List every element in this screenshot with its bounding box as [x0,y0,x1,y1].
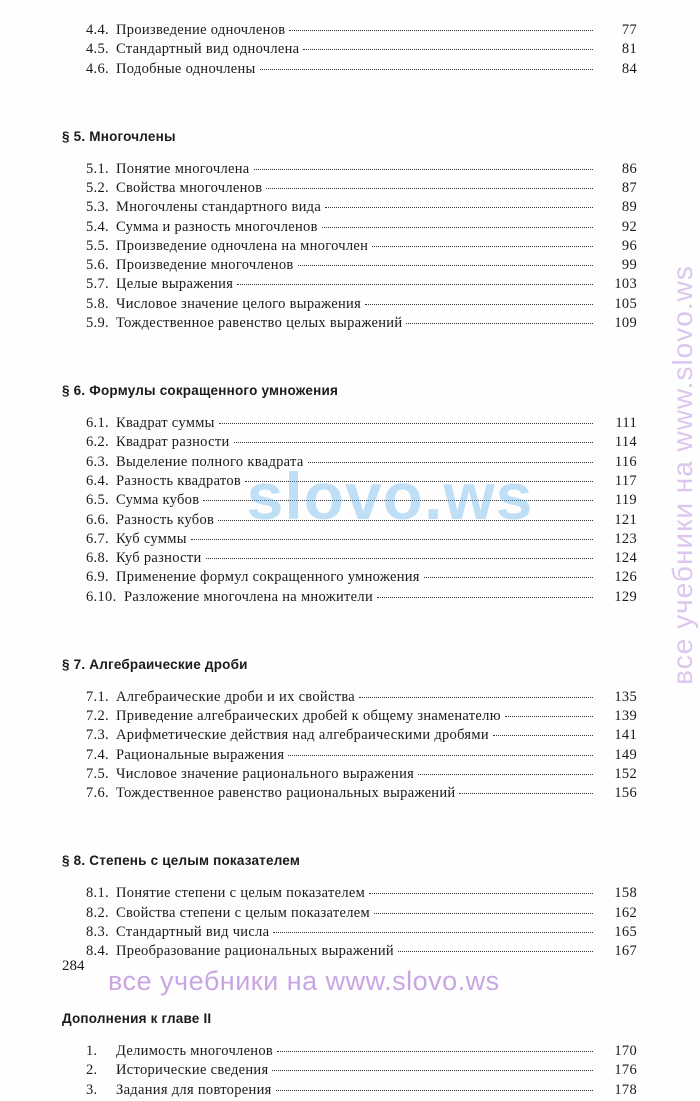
dot-leader [218,508,593,521]
toc-entry-title: Числовое значение рационального выражения [116,765,415,782]
dot-leader [493,723,593,736]
dot-leader [191,527,593,540]
toc-entry-number: 7.1. [86,688,109,705]
toc-entry-page: 178 [614,1081,637,1098]
toc-entry-number: 5.7. [86,276,109,293]
toc-entry-page: 165 [614,923,637,940]
toc-entry-number: 7.4. [86,746,109,763]
dot-leader [505,704,593,717]
toc-entry-page: 86 [621,160,637,177]
toc-entry-page: 162 [614,904,637,921]
toc-entry-page: 141 [614,727,637,744]
toc-entry-page: 124 [614,550,637,567]
toc-entry-title: Арифметические действия над алгебраическими дробями [116,727,489,744]
dot-leader [377,585,593,598]
toc-entry-title: Сумма и разность многочленов [116,218,318,235]
section-heading: § 6. Формулы сокращенного умножения [62,383,339,398]
dot-leader [203,488,593,501]
toc-entry-page: 109 [614,315,637,331]
toc-entry-page: 114 [614,434,637,451]
toc-entry [86,588,637,608]
toc-entry [86,1081,637,1101]
toc-entry-number: 5.3. [86,199,109,216]
page-number: 284 [62,958,85,974]
dot-leader [298,253,593,266]
toc-entry [86,784,637,804]
toc-entry-page: 89 [621,199,637,216]
toc-entry-page: 139 [614,708,637,724]
dot-leader [322,215,593,228]
toc-entry-title: Произведение многочленов [116,257,294,274]
toc-entry-number: 4.6. [86,60,109,77]
toc-entry-title: Квадрат суммы [116,415,215,431]
dot-leader [273,920,593,933]
dot-leader [266,176,593,189]
toc-entry-title: Произведение одночлена на многочлен [116,237,369,254]
toc-entry-title: Приведение алгебраических дробей к общему знаменателю [116,708,501,724]
toc-entry-page: 119 [614,492,637,509]
toc-entry-title: Многочлены стандартного вида [116,199,322,216]
toc-entry-page: 116 [614,453,637,470]
toc-entry-title: Свойства многочленов [116,179,263,196]
toc-entry-number: 2. [86,1062,98,1079]
toc-entry-number: 5.5. [86,237,109,254]
toc-entry-title: Стандартный вид одночлена [116,41,300,58]
toc-entry-page: 84 [621,60,637,77]
toc-entry [86,942,637,962]
toc-entry-number: 4.4. [86,22,109,38]
toc-entry-title: Свойства степени с целым показателем [116,904,370,921]
watermark-center: slovo.ws [246,459,534,533]
toc-entry-title: Тождественное равенство рациональных выражений [116,785,456,802]
toc-entry-page: 123 [614,530,637,547]
toc-entry-page: 167 [614,943,637,960]
toc-entry-number: 6.2. [86,434,109,451]
toc-entry-page: 126 [614,569,637,586]
toc-entry-number: 6.6. [86,511,109,528]
dot-leader [272,1058,593,1071]
toc-entry-page: 87 [621,179,637,196]
toc-entry-number: 3. [86,1081,98,1098]
toc-entry-number: 5.2. [86,179,109,196]
toc-entry-page: 135 [614,688,637,705]
dot-leader [237,272,593,285]
toc-entry-title: Рациональные выражения [116,746,285,763]
toc-entry-page: 103 [614,276,637,293]
dot-leader [219,411,593,424]
section-heading: Дополнения к главе II [62,1011,212,1027]
toc-entry-page: 149 [614,746,637,763]
toc-entry-number: 8.2. [86,904,109,921]
toc-entry-number: 5.1. [86,160,109,177]
toc-entry-number: 8.1. [86,885,109,902]
toc-entry-title: Числовое значение целого выражения [116,295,362,312]
toc-entry-number: 6.4. [86,472,109,489]
toc-entry-number: 6.5. [86,492,109,509]
toc-entry-number: 6.3. [86,453,109,470]
toc-entry-page: 111 [615,415,637,431]
toc-entry-title: Задания для повторения [116,1081,272,1098]
toc-entry-title: Понятие многочлена [116,160,250,177]
toc-entry-page: 129 [614,588,637,605]
toc-entry-page: 176 [614,1062,637,1079]
toc-entry-title: Разность квадратов [116,472,242,489]
toc-entry-title: Делимость многочленов [116,1043,274,1060]
toc-entry-page: 81 [621,41,637,58]
dot-leader [308,450,593,463]
toc-entry-number: 6.10. [86,588,117,605]
toc-entry-number: 6.1. [86,415,109,431]
dot-leader [325,195,593,208]
toc-entry-number: 6.8. [86,550,109,567]
toc-entry-title: Применение формул сокращенного умножения [116,569,420,586]
dot-leader [418,762,593,775]
dot-leader [359,685,593,698]
toc-entry-title: Стандартный вид числа [116,923,270,940]
toc-entry-title: Алгебраические дроби и их свойства [116,688,356,705]
toc-entry-title: Куб суммы [116,530,187,547]
dot-leader [369,881,593,894]
dot-leader [276,1078,593,1091]
toc-entry-title: Тождественное равенство целых выражений [116,315,403,331]
toc-entry-title: Понятие степени с целым показателем [116,885,366,902]
dot-leader [289,18,593,31]
toc-entry-page: 96 [621,237,637,254]
watermark-bottom: все учебники на www.slovo.ws [108,966,500,996]
toc-entry-page: 105 [614,295,637,312]
toc-entry-number: 8.3. [86,923,109,940]
toc-entry-number: 7.5. [86,765,109,782]
toc-entry-title: Сумма кубов [116,492,200,509]
toc-entry-title: Исторические сведения [116,1062,269,1079]
dot-leader [372,234,593,247]
dot-leader [245,469,593,482]
dot-leader [303,37,593,50]
toc-entry-page: 152 [614,765,637,782]
dot-leader [234,430,593,443]
toc-entry [86,314,637,334]
toc-entry-page: 99 [621,257,637,274]
dot-leader [254,157,593,170]
toc-entry-title: Разность кубов [116,511,215,528]
toc-entry-page: 156 [614,785,637,802]
toc-entry-page: 158 [614,885,637,902]
toc-entry-page: 117 [614,472,637,489]
toc-entry-title: Квадрат разности [116,434,230,451]
dot-leader [277,1039,593,1052]
toc-entry [86,60,637,80]
dot-leader [365,292,593,305]
toc-entry-number: 4.5. [86,41,109,58]
toc-entry-number: 7.2. [86,708,109,724]
toc-entry-title: Разложение многочлена на множители [124,588,374,605]
dot-leader [260,57,593,70]
toc-entry-page: 92 [621,218,637,235]
dot-leader [406,311,593,324]
toc-entry-title: Куб разности [116,550,202,567]
dot-leader [374,901,593,914]
toc-entry-title: Преобразование рациональных выражений [116,943,394,960]
toc-entry-number: 5.8. [86,295,109,312]
toc-entry-page: 77 [621,22,637,38]
dot-leader [206,546,593,559]
toc-entry-number: 6.7. [86,530,109,547]
toc-entry-number: 8.4. [86,943,109,960]
toc-entry-number: 5.4. [86,218,109,235]
toc-entry-page: 170 [614,1043,637,1060]
toc-entry-title: Произведение одночленов [116,22,286,38]
toc-entry-number: 1. [86,1043,98,1060]
dot-leader [459,781,593,794]
dot-leader [398,939,593,952]
toc-entry-page: 121 [614,511,637,528]
toc-entry-number: 5.9. [86,315,109,331]
watermark-side: все учебники на www.slovo.ws [667,265,698,685]
dot-leader [424,565,593,578]
toc-entry-title: Выделение полного квадрата [116,453,304,470]
section-heading: § 7. Алгебраические дроби [62,656,248,672]
toc-entry-number: 6.9. [86,569,109,586]
toc-entry-number: 7.6. [86,785,109,802]
toc-entry-title: Целые выражения [116,276,234,293]
toc-entry-title: Подобные одночлены [116,60,256,77]
section-heading: § 8. Степень с целым показателем [62,853,301,869]
dot-leader [288,743,593,756]
toc-entry-number: 5.6. [86,257,109,274]
section-heading: § 5. Многочлены [62,128,176,144]
toc-entry-number: 7.3. [86,727,109,744]
